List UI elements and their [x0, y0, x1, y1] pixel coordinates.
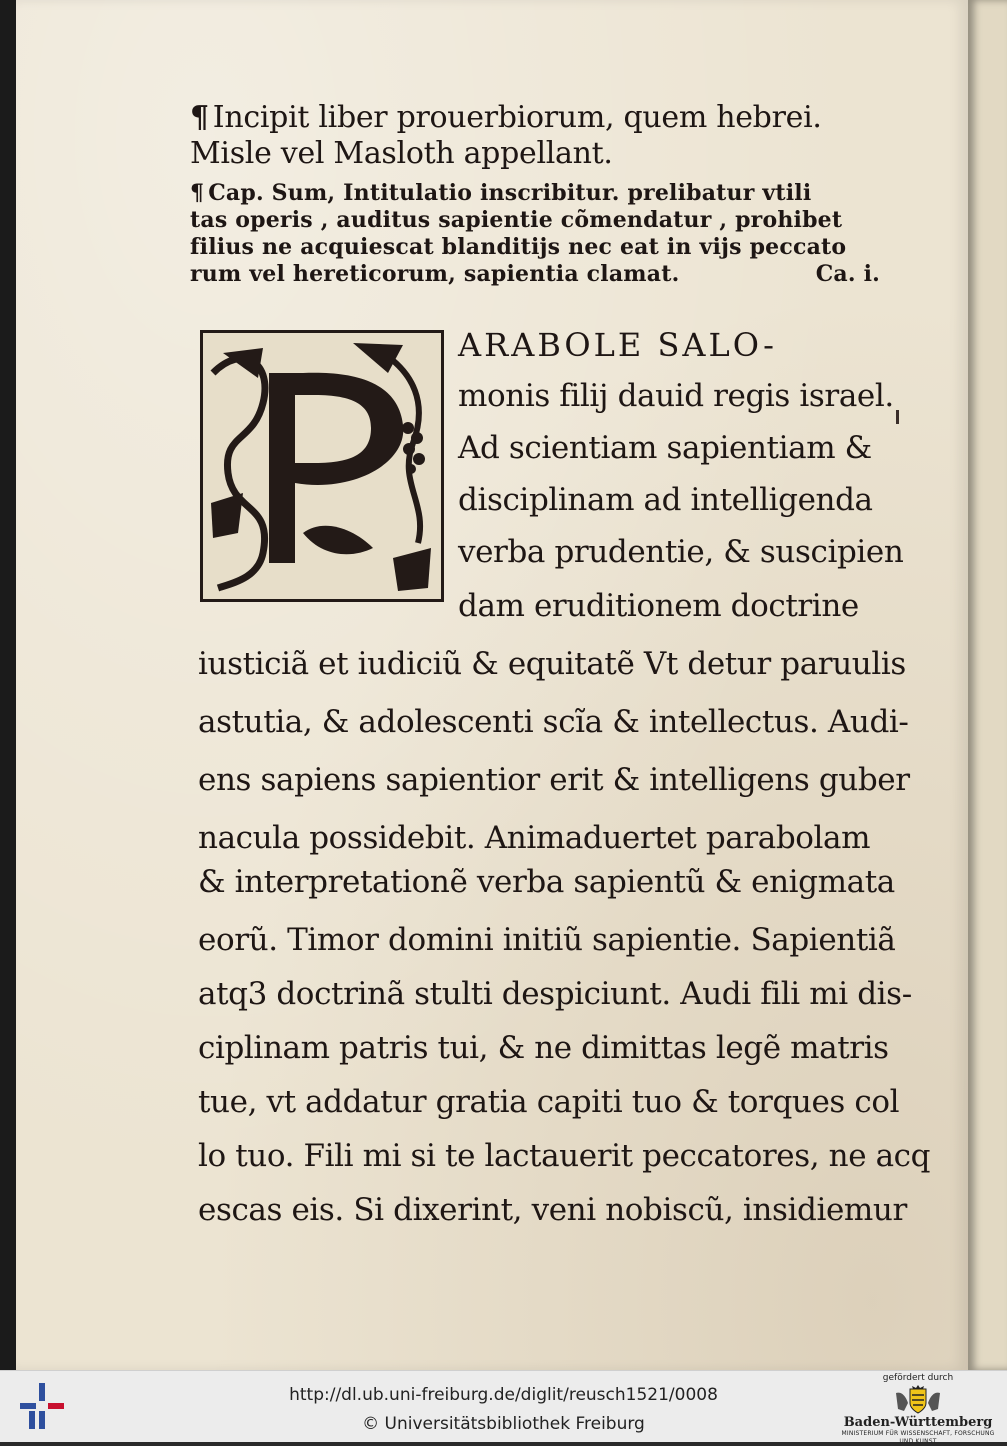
summary-line: rum vel hereticorum, sapientia clamat. Ca. i. — [190, 261, 880, 287]
summary-line: tas operis , auditus sapientie cõmendatur , prohibet — [190, 207, 843, 233]
decorated-initial — [200, 330, 444, 602]
sponsor-ministry: MINISTERIUM FÜR WISSENSCHAFT, FORSCHUNG UND KUNST — [841, 1430, 995, 1445]
text-line: ens sapiens sapientior erit & intelligens guber — [198, 762, 910, 798]
text-line: Ad scientiam sapientiam & — [458, 430, 872, 466]
sponsor-block — [838, 1373, 998, 1446]
text-line: eorũ. Timor domini initiũ sapientie. Sapientiã — [198, 922, 896, 958]
chapter-mark: Ca. i. — [815, 261, 880, 287]
incipit-line-2: Misle vel Masloth appellant. — [190, 136, 613, 171]
text-line: nacula possidebit. Animaduertet parabolam — [198, 820, 871, 856]
incipit-line-1: ¶ Incipit liber prouerbiorum, quem hebrei. — [190, 100, 822, 135]
text-line: monis filij dauid regis israel. — [458, 378, 894, 414]
viewer-footer — [0, 1370, 1007, 1445]
text-line: disciplinam ad intelligenda — [458, 482, 873, 518]
coat-of-arms-icon — [892, 1385, 944, 1415]
permalink-url[interactable]: http://dl.ub.uni-freiburg.de/diglit/reusch1521/0008 — [289, 1385, 718, 1405]
text-line: iusticiã et iudiciũ & equitatẽ Vt detur paruulis — [198, 646, 906, 682]
text-line: dam eruditionem doctrine — [458, 588, 859, 624]
summary-line: filius ne acquiescat blanditijs nec eat in vijs peccato — [190, 234, 847, 260]
margin-mark — [896, 410, 899, 424]
copyright-notice: © Universitätsbibliothek Freiburg — [362, 1414, 645, 1434]
text-line: atq3 doctrinã stulti despiciunt. Audi fili mi dis- — [198, 976, 912, 1012]
adjacent-page-edge — [968, 0, 1007, 1370]
pilcrow-mark: ¶ — [190, 100, 209, 135]
text-line: escas eis. Si dixerint, veni nobiscũ, insidiemur — [198, 1192, 907, 1228]
text-line: astutia, & adolescenti scĩa & intellectus. Audi- — [198, 704, 909, 740]
text-line: ARABOLE SALO- — [458, 326, 777, 364]
text-line: lo tuo. Fili mi si te lactauerit peccatores, ne acq — [198, 1138, 931, 1174]
sponsor-name: Baden-Württemberg — [843, 1415, 993, 1430]
text-line: & interpretationẽ verba sapientũ & enigmata — [198, 864, 895, 900]
sponsor-label: gefördert durch — [882, 1373, 954, 1383]
text-line: verba prudentie, & suscipien — [458, 534, 904, 570]
text-line: tue, vt addatur gratia capiti tuo & torques col — [198, 1084, 900, 1120]
summary-line: ¶ Cap. Sum, Intitulatio inscribitur. prelibatur vtili — [190, 180, 812, 206]
page-header-text — [190, 100, 880, 288]
woodcut-initial-illustration — [203, 333, 441, 599]
text-line: ciplinam patris tui, & ne dimittas legẽ matris — [198, 1030, 889, 1066]
